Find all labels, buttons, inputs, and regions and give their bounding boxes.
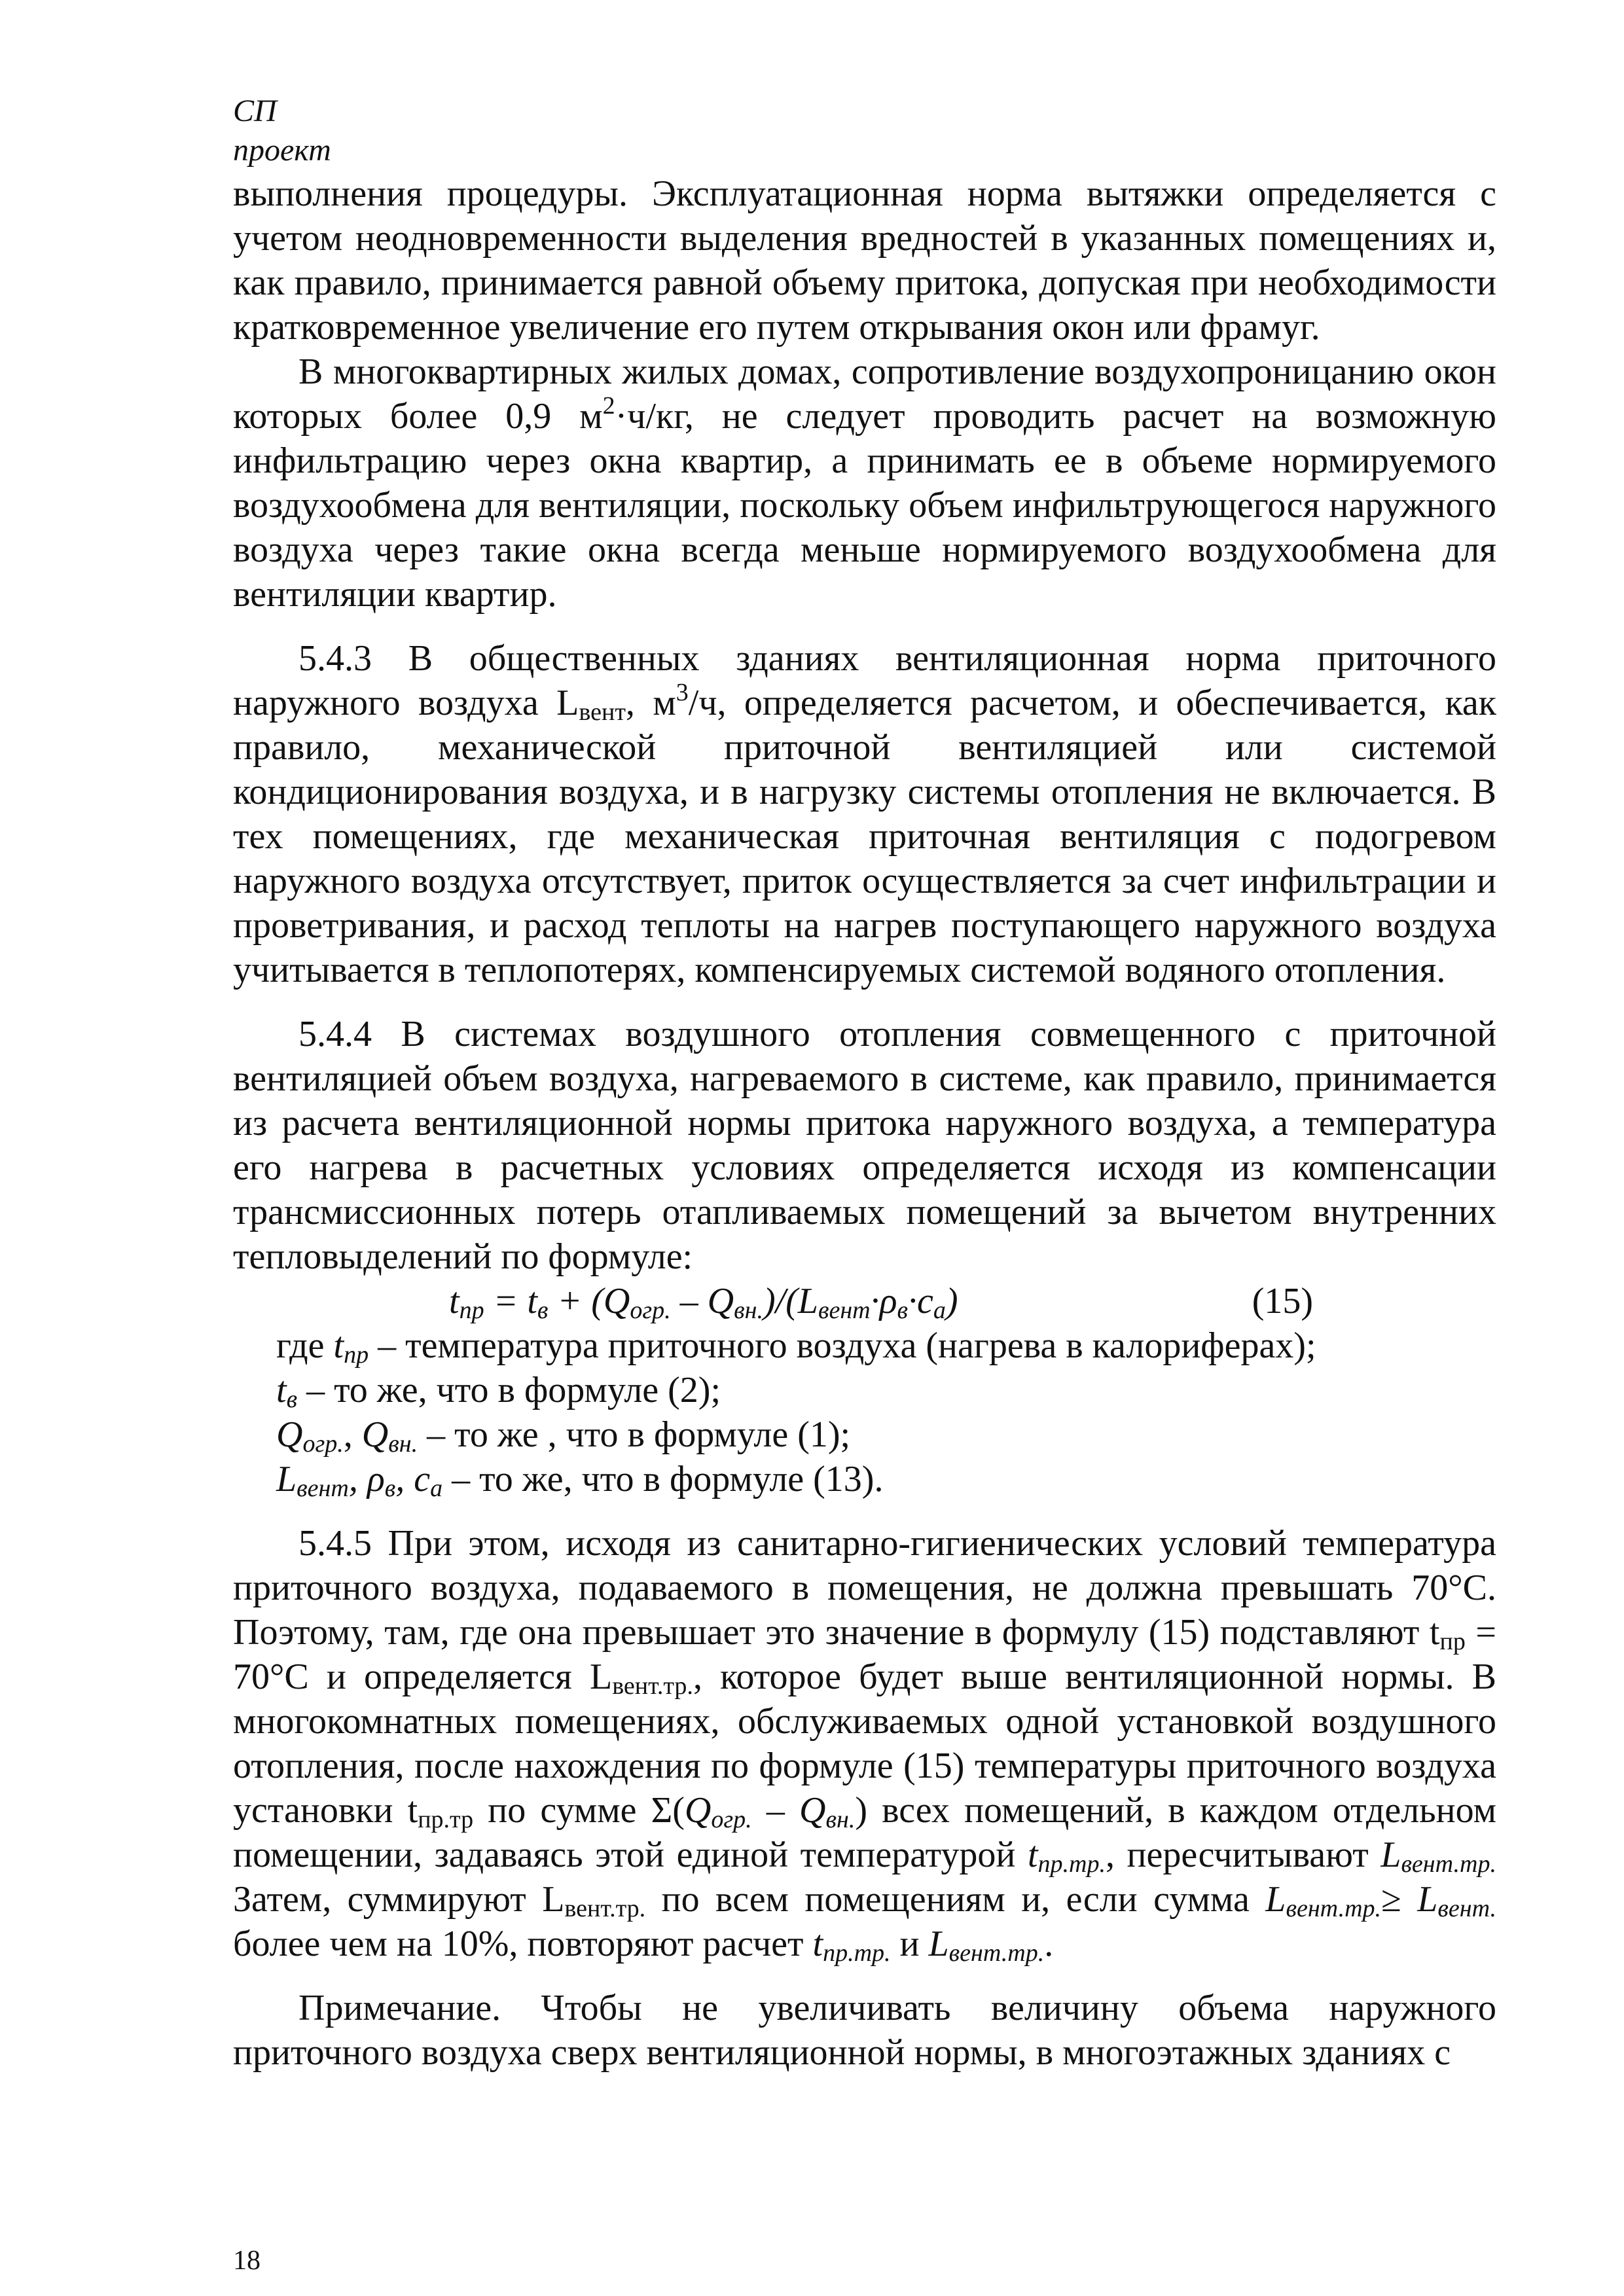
document-body — [233, 171, 1496, 2075]
formula-number: (15) — [1252, 1281, 1313, 1321]
paragraph-apartments: В многоквартирных жилых домах, сопротивление воздухопроницанию окон которых более 0,9 $м^2\cdot ч/кг$, не следует проводить расчет на возможную инфильтрацию через окна квартир, а принимать ее в объеме нормируемого воздухообмена для вентиляции, поскольку объем инфильтрующегося наружного воздуха через такие окна всегда меньше нормируемого воздухообмена для вентиляции квартир. — [233, 351, 1496, 615]
formula-expression: $t_{пр} = t_в + (Q_{огр.} - Q_{вн.})/(L_{вент}\cdot\rho_в\cdot c_a)$ — [449, 1281, 958, 1324]
legend-line: $Q_{огр.}$, $Q_{вн.}$ – то же , что в формуле (1); — [276, 1414, 851, 1458]
legend-line: где $t_{пр}$ – температура приточного воздуха (нагрева в калориферах); — [276, 1325, 1316, 1369]
page-number: 18 — [233, 2246, 261, 2276]
legend-line: $t_в$ – то же, что в формуле (2); — [276, 1370, 721, 1413]
formula-legend — [233, 1323, 1496, 1501]
header-status: проект — [233, 133, 331, 168]
paragraph-5-4-3: 5.4.3 В общественных зданиях вентиляционная норма приточного наружного воздуха $L_{вент}$, $м^3/ч$, определяется расчетом, и обеспечивается, как правило, механической приточной вентиляцией или системой кондиционирования воздуха, и в нагрузку системы отопления не включается. В тех помещениях, где механическая приточная вентиляция с подогревом наружного воздуха отсутствует, приток осуществляется за счет инфильтрации и проветривания, и расход теплоты на нагрев поступающего наружного воздуха учитывается в теплопотерях, компенсируемых системой водяного отопления. — [233, 638, 1496, 990]
formula-15 — [233, 1279, 1496, 1323]
paragraph-5-4-4: 5.4.4 В системах воздушного отопления совмещенного с приточной вентиляцией объем воздуха, нагреваемого в системе, как правило, принимается из расчета вентиляционной нормы притока наружного воздуха, а температура его нагрева в расчетных условиях определяется исходя из компенсации трансмиссионных потерь отапливаемых помещений за вычетом внутренних тепловыделений по формуле: — [233, 1014, 1496, 1277]
header-code: СП — [233, 94, 277, 128]
paragraph-5-4-5: 5.4.5 При этом, исходя из санитарно-гигиенических условий температура приточного воздуха, подаваемого в помещения, не должна превышать 70°С. Поэтому, там, где она превышает это значение в формулу (15) подставляют $t_{пр} = 70^\circ С$ и определяется $L_{вент.тр.}$, которое будет выше вентиляционной нормы. В многокомнатных помещениях, обслуживаемых одной установкой воздушного отопления, после нахождения по формуле (15) температуры приточного воздуха установки $t_{пр.тр}$ по сумме $\Sigma(Q_{огр.} - Q_{вн.})$ всех помещений, в каждом отдельном помещении, задаваясь этой единой температурой $t_{пр.тр.}$, пересчитывают $L_{вент.тр.}$ Затем, суммируют $L_{вент.тр.}$ по всем помещениям и, если сумма $L_{вент.тр.}\ge L_{вент.}$ более чем на 10%, повторяют расчет $t_{пр.тр.}$ и $L_{вент.тр.}$. — [233, 1523, 1497, 1967]
paragraph-note: Примечание. Чтобы не увеличивать величину объема наружного приточного воздуха сверх вентиляционной нормы, в многоэтажных зданиях с — [233, 1988, 1496, 2073]
paragraph-continuation: выполнения процедуры. Эксплуатационная норма вытяжки определяется с учетом неодновременности выделения вредностей в указанных помещениях и, как правило, принимается равной объему притока, допуская при необходимости кратковременное увеличение его путем открывания окон или фрамуг. — [233, 173, 1496, 348]
legend-line: $L_{вент}$, $\rho_в$, $c_a$ – то же, что в формуле (13). — [276, 1459, 884, 1502]
